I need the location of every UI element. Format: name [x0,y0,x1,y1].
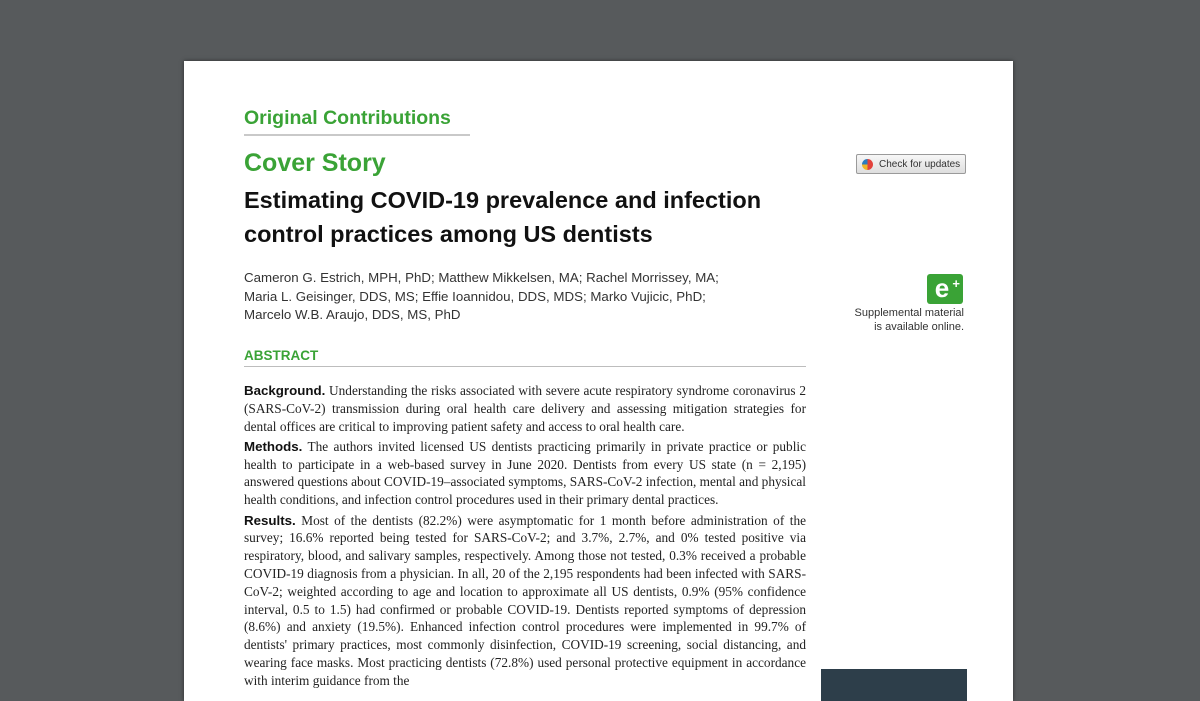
abstract-heading: ABSTRACT [244,348,319,363]
author-list [244,269,804,325]
abstract-paragraph-background [244,382,806,435]
abstract-text: Understanding the risks associated with severe acute respiratory syndrome coronavirus 2 (SARS-CoV-2) transmission during oral health care delivery and assessing mitigation strategies for dental offices are critical to improving patient safety and access to oral health care. [244,383,807,434]
abstract-label: Results. [244,512,296,528]
section-label: Original Contributions [244,107,451,129]
sidebar-figure-thumbnail [821,669,967,701]
abstract-text: Most of the dentists (82.2%) were asymptomatic for 1 month before administration of the survey; 16.6% reported being tested for SARS-CoV-2; and 3.7%, 2.7%, and 0% tested positive via respiratory, blood, and salivary samples, respectively. Among those not tested, 0.3% received a probable COVID-19 diagnosis from a physician. In all, 20 of the 2,195 respondents had been infected with SARS-CoV-2; weighted according to age and location to approximate all US dentists, 0.9% (95% confidence interval, 0.5 to 1.5) had confirmed or probable COVID-19. Dentists reported symptoms of depression (8.6%) and anxiety (19.5%). Enhanced infection control procedures were implemented in 99.7% of dentists' primary practices, most commonly disinfection, COVID-19 screening, social distancing, and wearing face masks. Most practicing dentists (72.8%) used personal protective equipment in accordance with interim guidance from the [244,512,806,688]
check-for-updates-button[interactable] [856,154,966,174]
abstract-label: Background. [244,383,326,398]
abstract-divider [244,366,806,367]
author-line: Maria L. Geisinger, DDS, MS; Effie Ioannidou, DDS, MDS; Marko Vujicic, PhD; [244,288,706,304]
supplemental-note: Supplemental material is available online. [854,307,964,333]
supplemental-material-icon[interactable]: e + [927,274,963,304]
check-for-updates-label: Check for updates [879,158,961,170]
abstract-label: Methods. [244,438,303,454]
abstract-text: The authors invited licensed US dentists practicing primarily in private practice or public health to participate in a web-based survey in June 2020. Dentists from every US state (n = 2,195) answered questions about COVID-19–associated symptoms, SARS-CoV-2 infection, mental and physical health conditions, and infection control procedures used in their primary dental practices. [244,438,806,508]
cover-story-kicker: Cover Story [244,149,386,177]
abstract-paragraph-methods [244,438,806,509]
author-line: Cameron G. Estrich, MPH, PhD; Matthew Mikkelsen, MA; Rachel Morrissey, MA; [244,270,719,285]
pdf-page [184,61,1013,701]
section-divider [244,134,470,136]
article-title: Estimating COVID-19 prevalence and infection control practices among US dentists [244,187,762,247]
crossmark-icon [862,159,873,170]
author-line: Marcelo W.B. Araujo, DDS, MS, PhD [244,307,461,322]
abstract-body [244,382,806,692]
abstract-paragraph-results [244,512,806,690]
